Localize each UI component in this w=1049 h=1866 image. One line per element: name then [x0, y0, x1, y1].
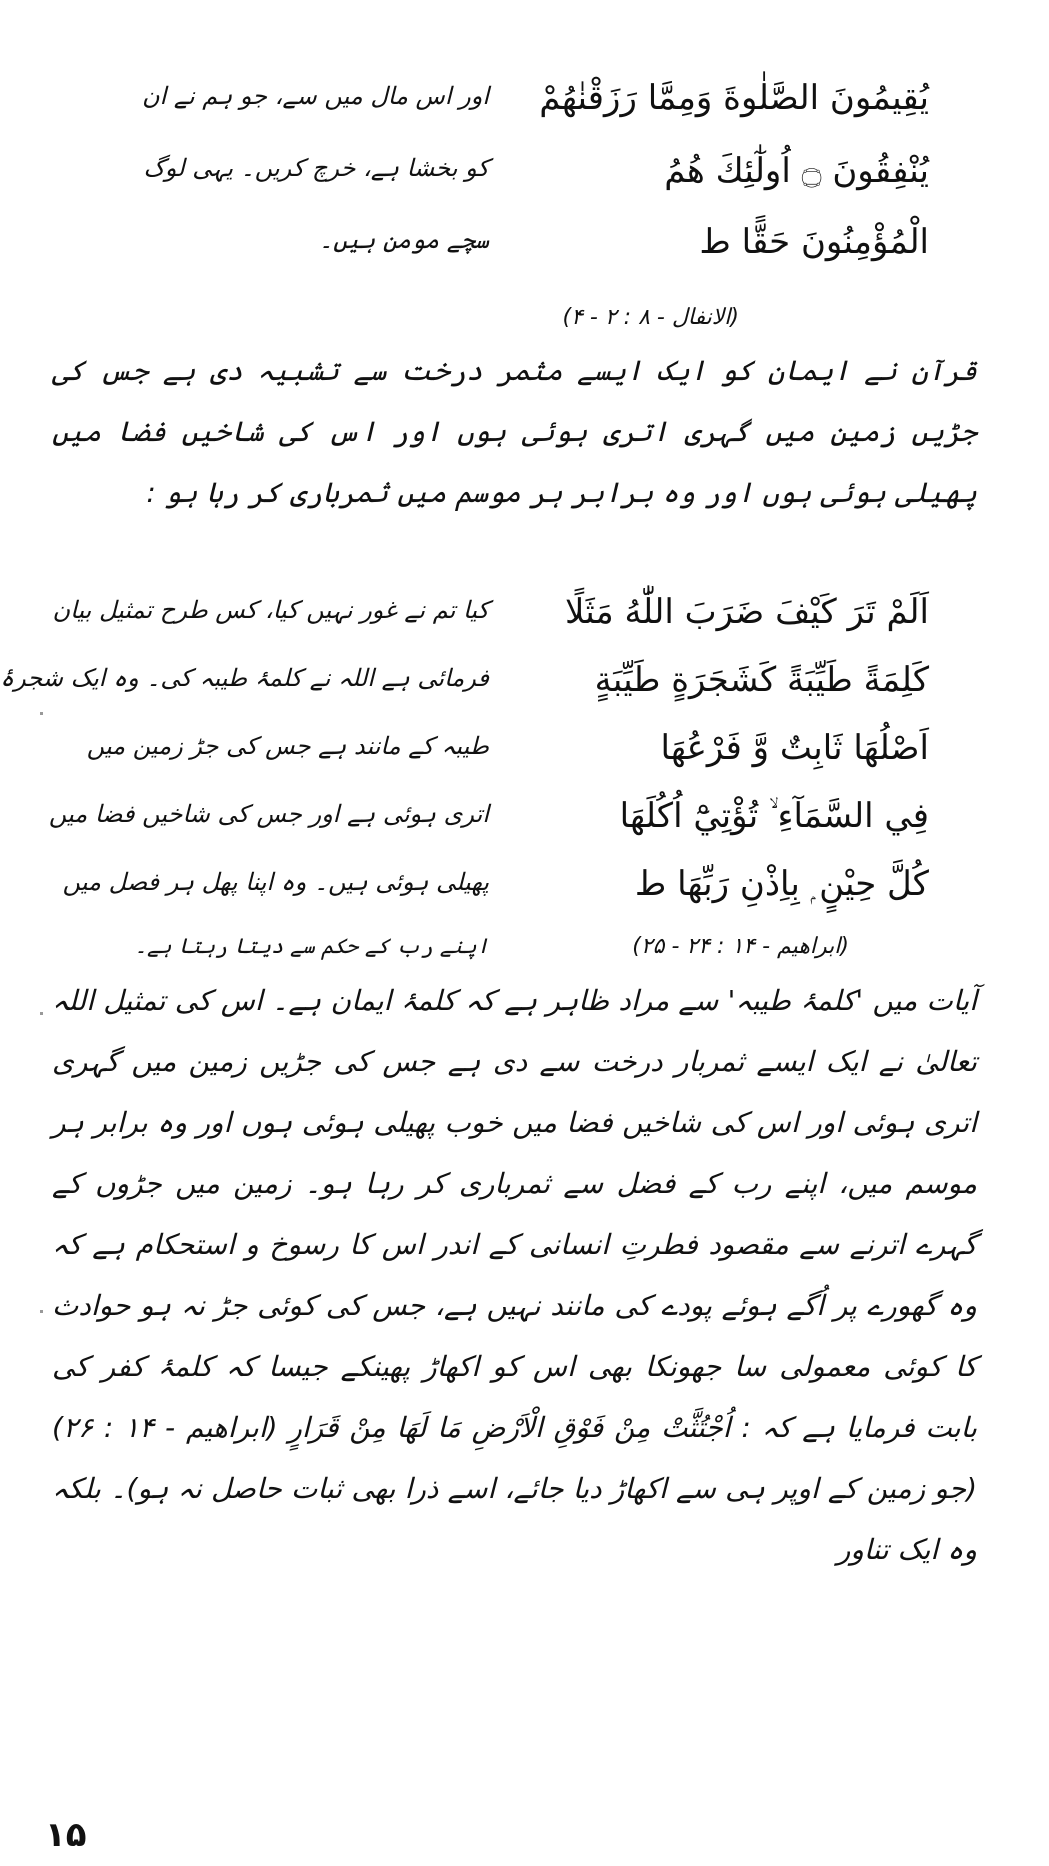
verse-row — [0, 728, 1049, 788]
arabic-verse: كَلِمَةً طَيِّبَةً كَشَجَرَةٍ طَيِّبَةٍ — [594, 660, 929, 700]
verse-translation: کیا تم نے غور نہیں کیا، کس طرح تمثیل بیان — [52, 596, 489, 624]
verse-row — [0, 592, 1049, 652]
verse-row — [0, 930, 1049, 974]
verse-translation: سچے مومن ہیں۔ — [319, 226, 489, 254]
verse-reference: (ابراهيم - ۱۴ : ۲۴ - ۲۵) — [632, 934, 849, 959]
verse-row — [0, 150, 1049, 210]
verse-row — [0, 864, 1049, 924]
scan-speck — [40, 1310, 43, 1313]
arabic-verse: كُلَّ حِيْنٍ ۭ بِاِذْنِ رَبِّهَا ط — [634, 864, 929, 904]
verse-translation: فرمائی ہے اللہ نے کلمۂ طیبہ کی۔ وہ ایک شجرۂ — [0, 664, 489, 692]
scan-speck — [40, 1012, 43, 1015]
arabic-verse: اَلَمْ تَرَ كَيْفَ ضَرَبَ اللّٰهُ مَثَلًا — [564, 592, 929, 632]
verse-translation: اتری ہوئی ہے اور جس کی شاخیں فضا میں — [48, 800, 489, 828]
intro-paragraph: قرآن نے ایمان کو ایک ایسے مثمر درخت سے تشبیہ دی ہے جس کی جڑیں زمین میں گہری اتری ہوئی ہوں اور اس کی شاخیں فضا میں پھیلی ہوئی ہوں اور وہ برابر ہر موسم میں ثمرباری کر رہا ہو : — [52, 354, 977, 509]
arabic-verse: يُنْفِقُونَ ۝ اُولٰٓئِكَ هُمُ — [664, 151, 929, 191]
arabic-verse: الْمُؤْمِنُونَ حَقًّا ط — [699, 222, 929, 262]
arabic-verse: اَصْلُهَا ثَابِتٌ وَّ فَرْعُهَا — [660, 728, 929, 768]
verse-row — [0, 660, 1049, 720]
arabic-verse: فِي السَّمَآءِ ۙ تُؤْتِيْٓ اُكُلَهَا — [619, 796, 929, 836]
verse-translation: پھیلی ہوئی ہیں۔ وہ اپنا پھل ہر فصل میں — [62, 868, 489, 896]
verse-row — [0, 78, 1049, 138]
commentary-paragraph: آیات میں 'کلمۂ طیبہ' سے مراد ظاہر ہے کہ کلمۂ ایمان ہے۔ اس کی تمثیل اللہ تعالیٰ نے ایک ایسے ثمربار درخت سے دی ہے جس کی جڑیں زمین میں گہری اتری ہوئی اور اس کی شاخیں فضا میں خوب پھیلی ہوئی ہوں اور وہ برابر ہر موسم میں، اپنے رب کے فضل سے ثمرباری کر رہا ہو۔ زمین میں جڑوں کے گہرے اترنے سے مقصود فطرتِ انسانی کے اندر اس کا رسوخ و استحکام ہے کہ وہ گھورے پر اُگے ہوئے پودے کی مانند نہیں ہے، جس کی کوئی جڑ نہ ہو حوادث کا کوئی معمولی سا جھونکا بھی اس کو اکھاڑ پھینکے جیسا کہ کلمۂ کفر کی بابت فرمایا ہے کہ : اُجْتُثَّتْ مِنْ فَوْقِ الْاَرْضِ مَا لَهَا مِنْ قَرَارٍ (ابراهيم - ۱۴ : ۲۶) (جو زمین کے اوپر ہی سے اکھاڑ دیا جائے، اسے ذرا بھی ثبات حاصل نہ ہو)۔ بلکہ وہ ایک تناور — [52, 984, 977, 1566]
verse-translation: طیبہ کے مانند ہے جس کی جڑ زمین میں — [86, 732, 489, 760]
scan-speck — [40, 712, 43, 715]
verse-row — [0, 222, 1049, 282]
verse-reference: (الانفال - ۸ : ۲ - ۴) — [562, 305, 739, 330]
arabic-verse: يُقِيمُونَ الصَّلٰوةَ وَمِمَّا رَزَقْنٰهُمْ — [539, 78, 929, 118]
verse-row — [0, 796, 1049, 856]
page-number: ۱۵ — [45, 1815, 87, 1855]
verse-translation: اپنے رب کے حکم سے دیتا رہتا ہے۔ — [134, 934, 489, 958]
verse-translation: اور اس مال میں سے، جو ہم نے ان — [141, 82, 489, 110]
verse-translation: کو بخشا ہے، خرچ کریں۔ یہی لوگ — [143, 154, 489, 182]
